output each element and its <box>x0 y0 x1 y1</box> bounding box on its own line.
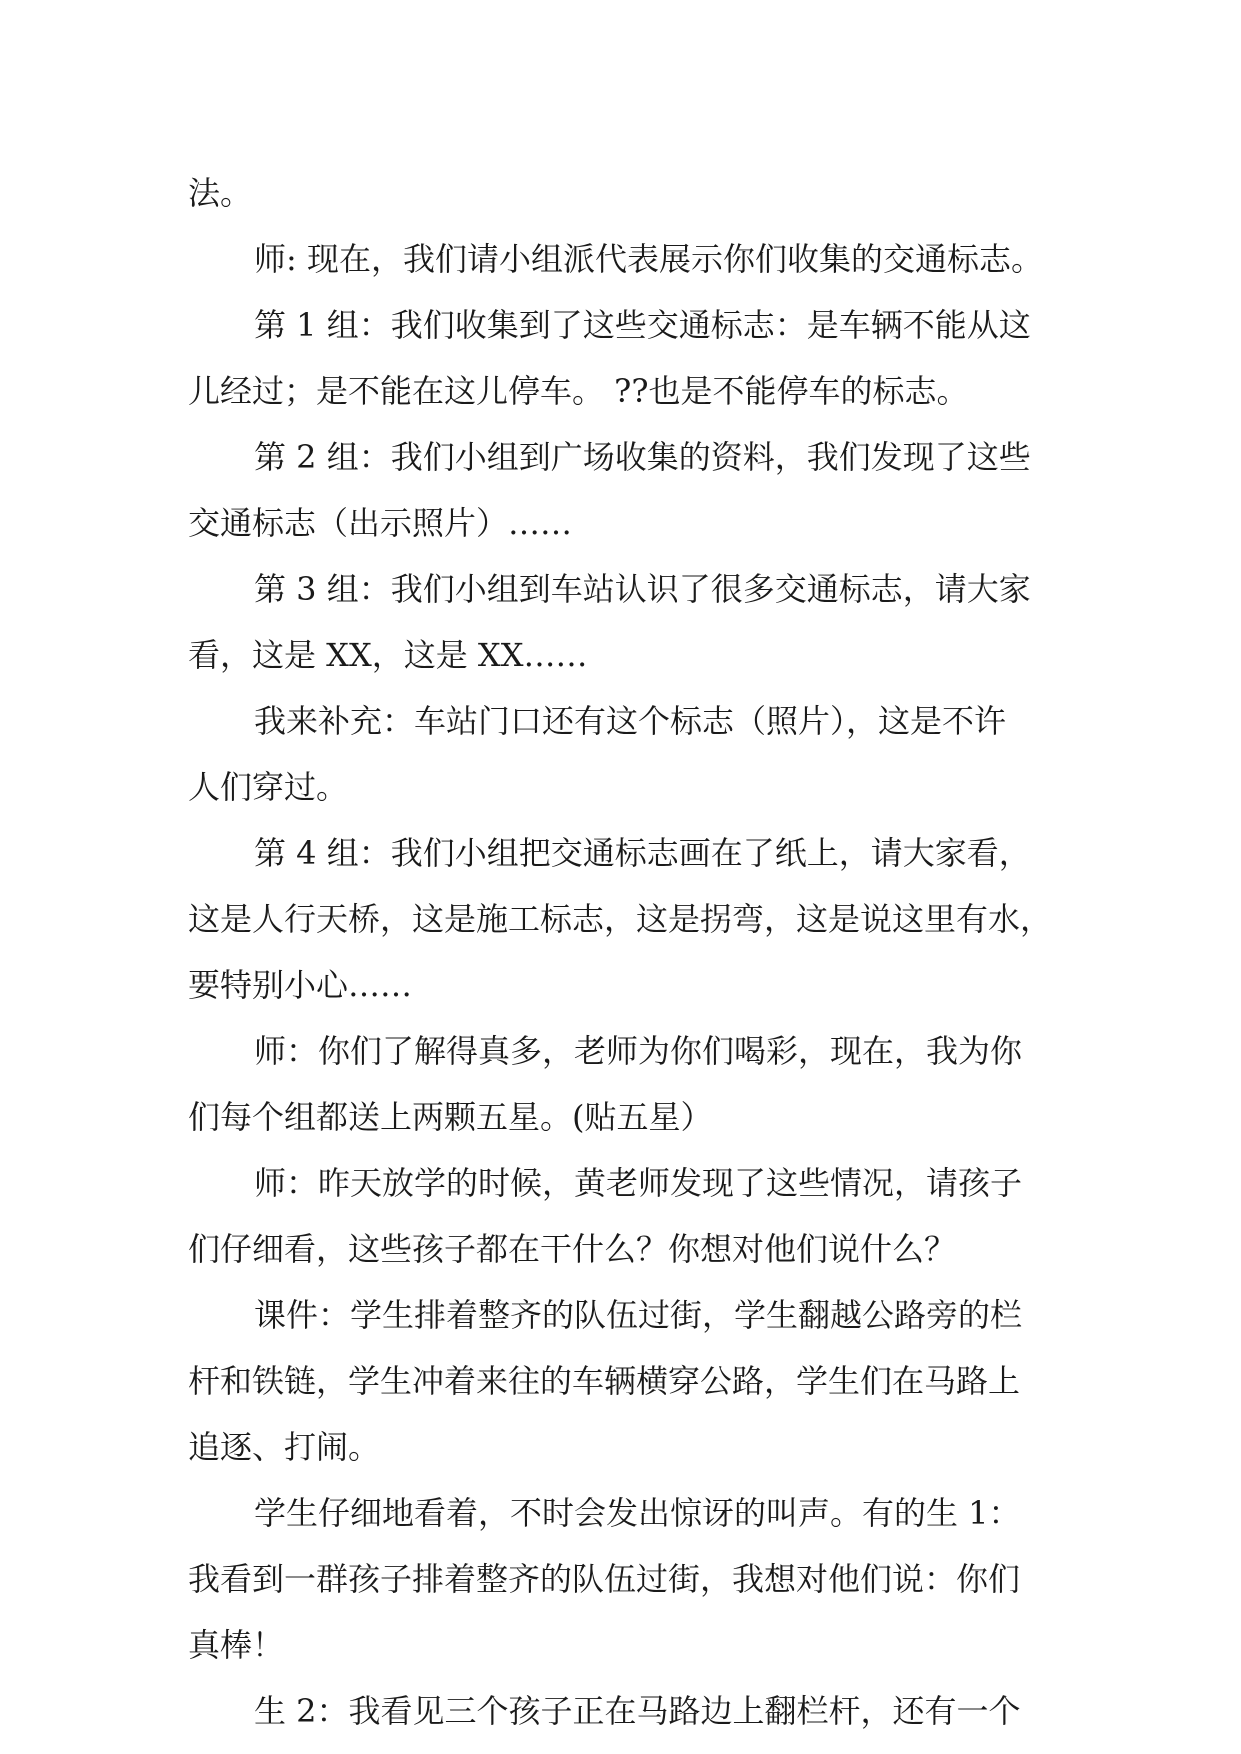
text-line: 第 4 组：我们小组把交通标志画在了纸上，请大家看， <box>254 834 1031 872</box>
text-line: 杆和铁链，学生冲着来往的车辆横穿公路，学生们在马路上 <box>188 1362 1021 1400</box>
text-line: 要特别小心…… <box>188 966 413 1004</box>
text-line: 第 3 组：我们小组到车站认识了很多交通标志，请大家 <box>254 570 1031 608</box>
text-line: 们每个组都送上两颗五星。(贴五星） <box>188 1098 713 1136</box>
text-line: 第 1 组：我们收集到了这些交通标志：是车辆不能从这 <box>254 306 1031 344</box>
text-line: 追逐、打闹。 <box>188 1428 381 1466</box>
text-line: 看，这是 XX，这是 XX…… <box>188 636 588 674</box>
text-line: 课件：学生排着整齐的队伍过街，学生翻越公路旁的栏 <box>254 1296 1023 1334</box>
text-line: 人们穿过。 <box>188 768 349 806</box>
text-line: 我看到一群孩子排着整齐的队伍过街，我想对他们说：你们 <box>188 1560 1021 1598</box>
text-line: 这是人行天桥，这是施工标志，这是拐弯，这是说这里有水， <box>188 900 1053 938</box>
text-line: 儿经过；是不能在这儿停车。 ??也是不能停车的标志。 <box>188 372 969 410</box>
text-line: 我来补充：车站门口还有这个标志（照片），这是不许 <box>254 702 1007 740</box>
text-line: 生 2：我看见三个孩子正在马路边上翻栏杆，还有一个 <box>254 1692 1021 1730</box>
text-line: 师：你们了解得真多，老师为你们喝彩，现在，我为你 <box>254 1032 1023 1070</box>
text-line: 交通标志（出示照片）…… <box>188 504 573 542</box>
text-line: 们仔细看，这些孩子都在干什么？你想对他们说什么？ <box>188 1230 957 1268</box>
text-line: 师: 现在，我们请小组派代表展示你们收集的交通标志。 <box>254 240 1043 278</box>
document-body <box>188 160 1053 1744</box>
text-line: 法。 <box>188 174 253 212</box>
text-line: 师：昨天放学的时候，黄老师发现了这些情况，请孩子 <box>254 1164 1023 1202</box>
text-line: 第 2 组：我们小组到广场收集的资料，我们发现了这些 <box>254 438 1031 476</box>
text-line: 真棒！ <box>188 1626 285 1664</box>
text-line: 学生仔细地看着，不时会发出惊讶的叫声。有的生 1： <box>254 1494 1021 1532</box>
